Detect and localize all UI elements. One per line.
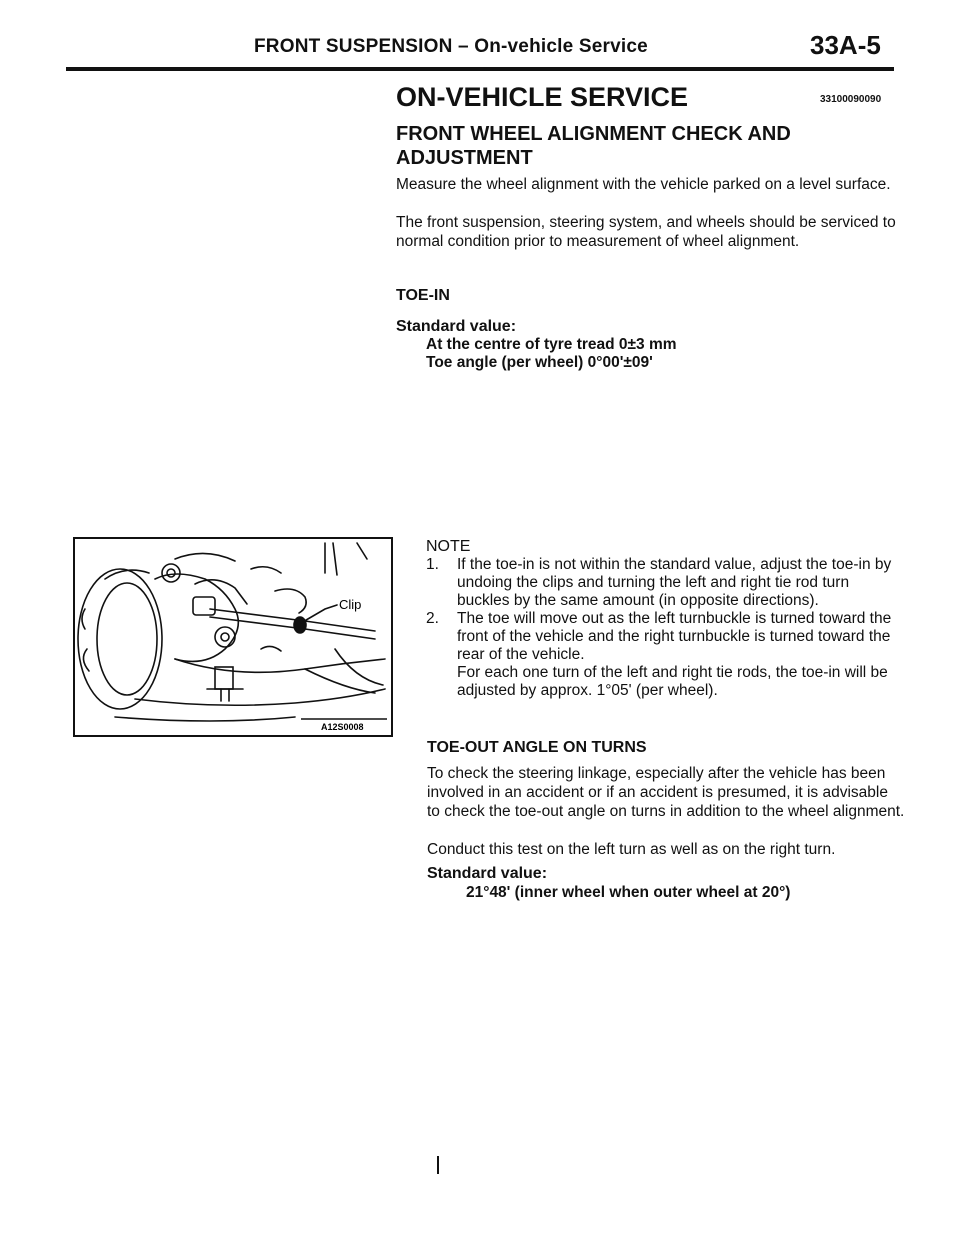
header-title: FRONT SUSPENSION – On-vehicle Service (254, 36, 648, 57)
toe-out-standard-label: Standard value: (427, 865, 548, 882)
figure-label: Clip (339, 597, 362, 612)
toe-out-paragraph-1: To check the steering linkage, especially after the vehicle has been involved in an accident or if an accident is presumed, it is advisable to check the toe-out angle on turns in addition to the wheel alignment. (427, 765, 905, 820)
figure-code: A12S0008 (321, 722, 364, 732)
list-number: 2. (426, 610, 439, 627)
toe-in-value-angle: Toe angle (per wheel) 0°00'±09' (426, 354, 653, 371)
list-item (426, 556, 904, 610)
note-list (426, 556, 904, 700)
intro-paragraph-1: Measure the wheel alignment with the vehicle parked on a level surface. (396, 176, 891, 193)
margin-mark (437, 1156, 439, 1174)
intro-paragraph-2: The front suspension, steering system, and wheels should be serviced to normal condition prior to measurement of wheel alignment. (396, 214, 896, 250)
list-item-text: The toe will move out as the left turnbuckle is turned toward the front of the vehicle and the right turnbuckle is turned toward the rear of the vehicle. (457, 610, 892, 663)
toe-out-standard-value: 21°48' (inner wheel when outer wheel at 20°) (466, 884, 791, 901)
toe-out-paragraph-2: Conduct this test on the left turn as well as on the right turn. (427, 841, 836, 858)
list-item-text-continued: For each one turn of the left and right tie rods, the toe-in will be adjusted by approx. 1°05' (per wheel). (457, 664, 888, 699)
page-number: 33A-5 (810, 30, 881, 60)
list-item-text: If the toe-in is not within the standard value, adjust the toe-in by undoing the clips and turning the left and right tie rod turn buckles by the same amount (in opposite directions). (457, 556, 892, 609)
note-heading: NOTE (426, 538, 471, 555)
suspension-illustration (75, 539, 391, 735)
section-title: ON-VEHICLE SERVICE (396, 82, 689, 112)
toe-out-heading: TOE-OUT ANGLE ON TURNS (427, 739, 647, 756)
list-number: 1. (426, 556, 439, 573)
suspension-figure (73, 537, 393, 737)
document-code: 33100090090 (820, 94, 882, 105)
subsection-title: FRONT WHEEL ALIGNMENT CHECK AND ADJUSTMENT (396, 123, 791, 169)
toe-in-heading: TOE-IN (396, 287, 450, 304)
header-rule (66, 67, 894, 71)
toe-in-value-tread: At the centre of tyre tread 0±3 mm (426, 336, 677, 353)
list-item (426, 610, 904, 700)
toe-in-standard-label: Standard value: (396, 318, 517, 335)
